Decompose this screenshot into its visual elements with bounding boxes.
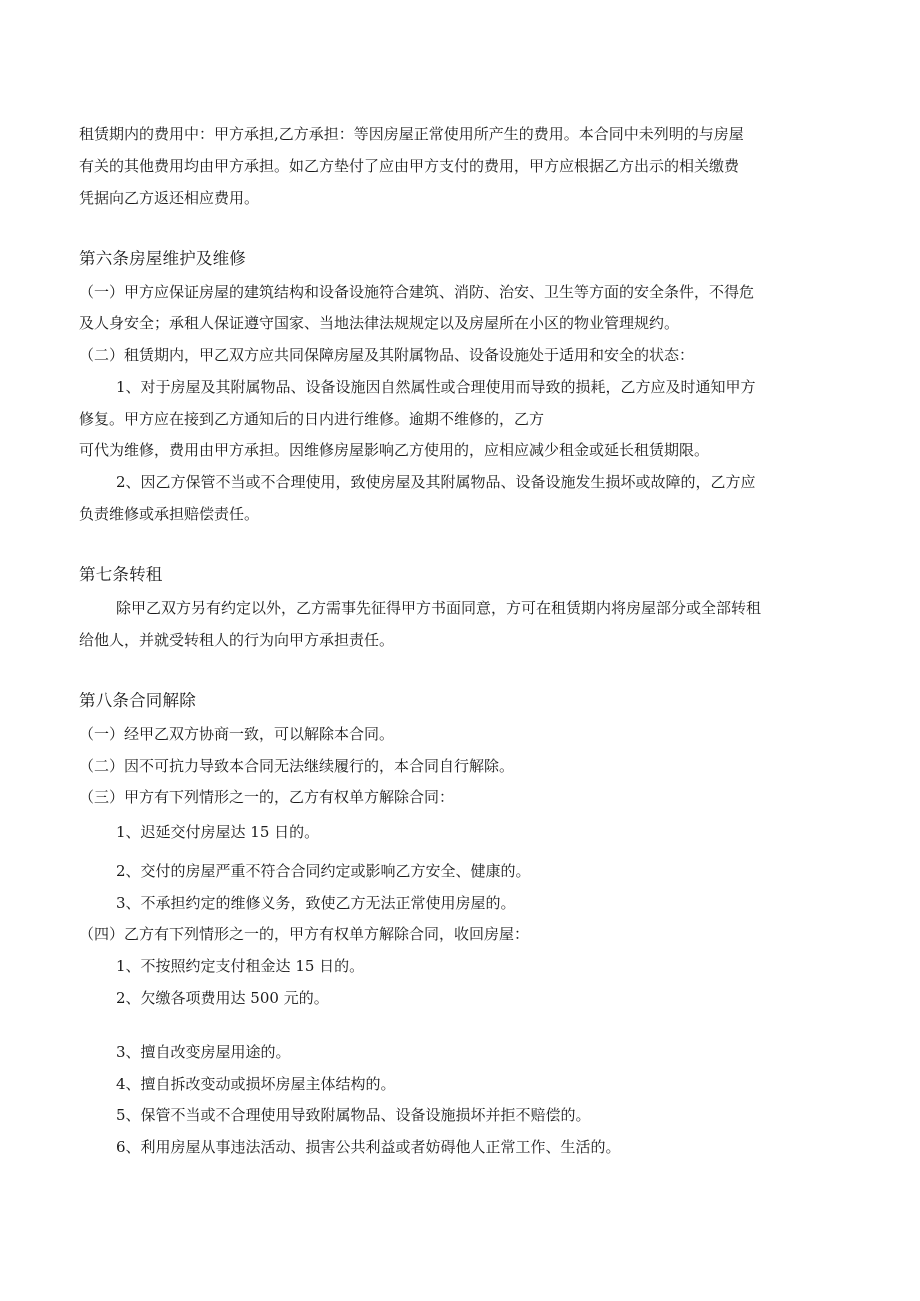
intro-line-3: 凭据向乙方返还相应费用。 [79, 189, 260, 207]
article8-item3-sub3: 3、不承担约定的维修义务，致使乙方无法正常使用房屋的。 [116, 894, 516, 912]
article8-item3-sub2: 2、交付的房屋严重不符合合同约定或影响乙方安全、健康的。 [116, 862, 531, 880]
article7-heading: 第七条转租 [79, 565, 163, 584]
article8-item4-sub6: 6、利用房屋从事违法活动、损害公共利益或者妨碍他人正常工作、生活的。 [116, 1138, 621, 1156]
article8-item4: （四）乙方有下列情形之一的，甲方有权单方解除合同，收回房屋： [79, 925, 530, 943]
article8-item3: （三）甲方有下列情形之一的，乙方有权单方解除合同： [79, 788, 455, 806]
article6-item1-line2: 及人身安全；承租人保证遵守国家、当地法律法规规定以及房屋所在小区的物业管理规约。 [79, 314, 680, 332]
article7-body-line2: 给他人，并就受转租人的行为向甲方承担责任。 [79, 631, 395, 649]
article8-item1: （一）经甲乙双方协商一致，可以解除本合同。 [79, 725, 395, 743]
article8-item4-sub3: 3、擅自改变房屋用途的。 [116, 1043, 291, 1061]
article6-sub2-line1: 2、因乙方保管不当或不合理使用，致使房屋及其附属物品、设备设施发生损坏或故障的，乙方应 [116, 473, 756, 491]
article8-item3-sub1: 1、迟延交付房屋达 15 日的。 [116, 823, 320, 841]
intro-line-1: 租赁期内的费用中：甲方承担,乙方承担：等因房屋正常使用所产生的费用。本合同中未列明的与房屋 [79, 125, 744, 143]
article7-body-line1: 除甲乙双方另有约定以外，乙方需事先征得甲方书面同意，方可在租赁期内将房屋部分或全部转租 [116, 599, 762, 617]
article6-sub2-line2: 负责维修或承担赔偿责任。 [79, 505, 260, 523]
article6-item2: （二）租赁期内，甲乙双方应共同保障房屋及其附属物品、设备设施处于适用和安全的状态： [79, 346, 695, 364]
article6-sub1-line3: 可代为维修，费用由甲方承担。因维修房屋影响乙方使用的，应相应减少租金或延长租赁期限。 [79, 441, 710, 459]
article6-sub1-line1: 1、对于房屋及其附属物品、设备设施因自然属性或合理使用而导致的损耗，乙方应及时通知甲方 [116, 378, 756, 396]
article8-item2: （二）因不可抗力导致本合同无法继续履行的，本合同自行解除。 [79, 757, 515, 775]
article8-item4-sub5: 5、保管不当或不合理使用导致附属物品、设备设施损坏并拒不赔偿的。 [116, 1106, 591, 1124]
intro-line-2: 有关的其他费用均由甲方承担。如乙方垫付了应由甲方支付的费用，甲方应根据乙方出示的相关缴费 [79, 157, 740, 175]
article6-heading: 第六条房屋维护及维修 [79, 249, 246, 268]
article6-sub1-line2: 修复。甲方应在接到乙方通知后的日内进行维修。逾期不维修的，乙方 [79, 410, 545, 428]
article6-item1-line1: （一）甲方应保证房屋的建筑结构和设备设施符合建筑、消防、治安、卫生等方面的安全条件，不得危 [79, 283, 755, 301]
article8-heading: 第八条合同解除 [79, 691, 196, 710]
article8-item4-sub4: 4、擅自拆改变动或损坏房屋主体结构的。 [116, 1075, 396, 1093]
article8-item4-sub1: 1、不按照约定支付租金达 15 日的。 [116, 957, 365, 975]
article8-item4-sub2: 2、欠缴各项费用达 500 元的。 [116, 989, 329, 1007]
